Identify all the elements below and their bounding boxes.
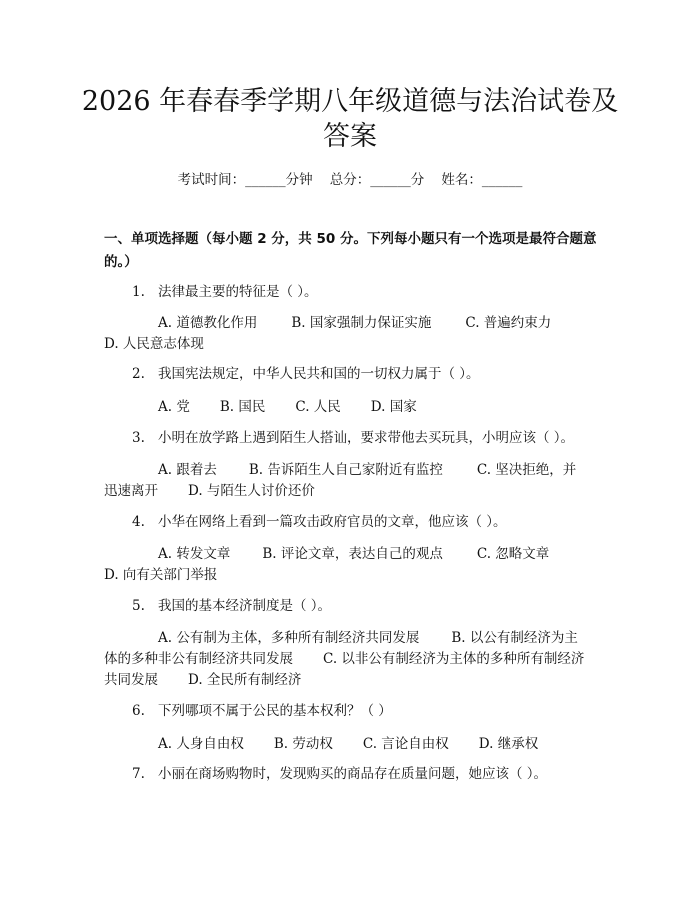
option-b: B. 评论文章，表达自己的观点 (262, 546, 443, 562)
question-number: 7. (132, 766, 145, 782)
question-1-options-line-2 (104, 334, 204, 354)
option-a: A. 公有制为主体，多种所有制经济共同发展 (158, 630, 420, 646)
question-stem: 我国宪法规定，中华人民共和国的一切权力属于（ ）。 (158, 366, 480, 382)
option-d: D. 全民所有制经济 (188, 672, 302, 688)
question-stem: 小明在放学路上遇到陌生人搭讪，要求带他去买玩具，小明应该（ ）。 (158, 430, 575, 446)
question-4-options-line-2 (104, 565, 217, 585)
question-2-options-line-1 (104, 397, 417, 417)
option-c: C. 忽略文章 (476, 546, 550, 562)
option-b: B. 国家强制力保证实施 (291, 315, 432, 331)
question-5-options-line-2 (104, 649, 584, 669)
option-a: A. 转发文章 (158, 546, 231, 562)
question-stem: 小华在网络上看到一篇攻击政府官员的文章，他应该（ ）。 (158, 514, 507, 530)
question-number: 5. (132, 598, 145, 614)
question-5-options-line-3 (104, 670, 301, 690)
section-heading-continued: 的。） (104, 254, 138, 270)
option-c: C. 坚决拒绝，并 (476, 462, 577, 478)
section-heading: 一、单项选择题（每小题 2 分，共 50 分。下列每小题只有一个选项是最符合题意 (104, 231, 597, 247)
question-number: 3. (132, 430, 145, 446)
question-5 (132, 596, 331, 616)
question-2 (132, 364, 480, 384)
option-b-continued: 体的多种非公有制经济共同发展 (104, 651, 293, 667)
option-b: B. 劳动权 (273, 736, 333, 752)
question-1 (132, 282, 318, 302)
option-c: C. 普遍约束力 (465, 315, 552, 331)
question-1-options-line-1 (104, 313, 551, 333)
option-c-continued: 共同发展 (104, 672, 158, 688)
option-b: B. 国民 (219, 399, 266, 415)
question-6-options-line-1 (104, 734, 538, 754)
exam-title-continued: 答案 (323, 121, 377, 152)
question-number: 6. (132, 703, 145, 719)
option-d: D. 与陌生人讨价还价 (188, 483, 315, 499)
option-a: A. 道德教化作用 (158, 315, 258, 331)
option-c: C. 人民 (295, 399, 341, 415)
exam-title: 2026 年春春季学期八年级道德与法治试卷及 (81, 86, 619, 117)
question-7 (132, 764, 547, 784)
option-d: D. 继承权 (478, 736, 539, 752)
question-stem: 小丽在商场购物时，发现购买的商品存在质量问题，她应该（ ）。 (158, 766, 548, 782)
option-a: A. 党 (158, 399, 190, 415)
option-b: B. 以公有制经济为主 (451, 630, 578, 646)
option-b: B. 告诉陌生人自己家附近有监控 (248, 462, 443, 478)
question-6 (132, 701, 392, 721)
question-3 (132, 428, 574, 448)
option-d: D. 向有关部门举报 (104, 567, 218, 583)
question-number: 2. (132, 366, 145, 382)
question-4-options-line-1 (104, 544, 549, 564)
option-a: A. 跟着去 (158, 462, 217, 478)
option-c: C. 以非公有制经济为主体的多种所有制经济 (323, 651, 585, 667)
question-3-options-line-2 (104, 481, 315, 501)
option-d: D. 人民意志体现 (104, 336, 204, 352)
option-a: A. 人身自由权 (158, 736, 244, 752)
option-d: D. 国家 (370, 399, 417, 415)
question-stem: 法律最主要的特征是（ ）。 (158, 284, 318, 300)
question-number: 4. (132, 514, 145, 530)
question-4 (132, 512, 507, 532)
question-3-options-line-1 (104, 460, 576, 480)
question-number: 1. (132, 284, 145, 300)
question-5-options-line-1 (104, 628, 578, 648)
option-c-continued: 迅速离开 (104, 483, 158, 499)
exam-info-row: 考试时间：______分钟 总分：______分 姓名：______ (177, 172, 523, 188)
question-stem: 我国的基本经济制度是（ ）。 (158, 598, 332, 614)
option-c: C. 言论自由权 (362, 736, 449, 752)
question-stem: 下列哪项不属于公民的基本权利？（ ） (158, 703, 392, 719)
